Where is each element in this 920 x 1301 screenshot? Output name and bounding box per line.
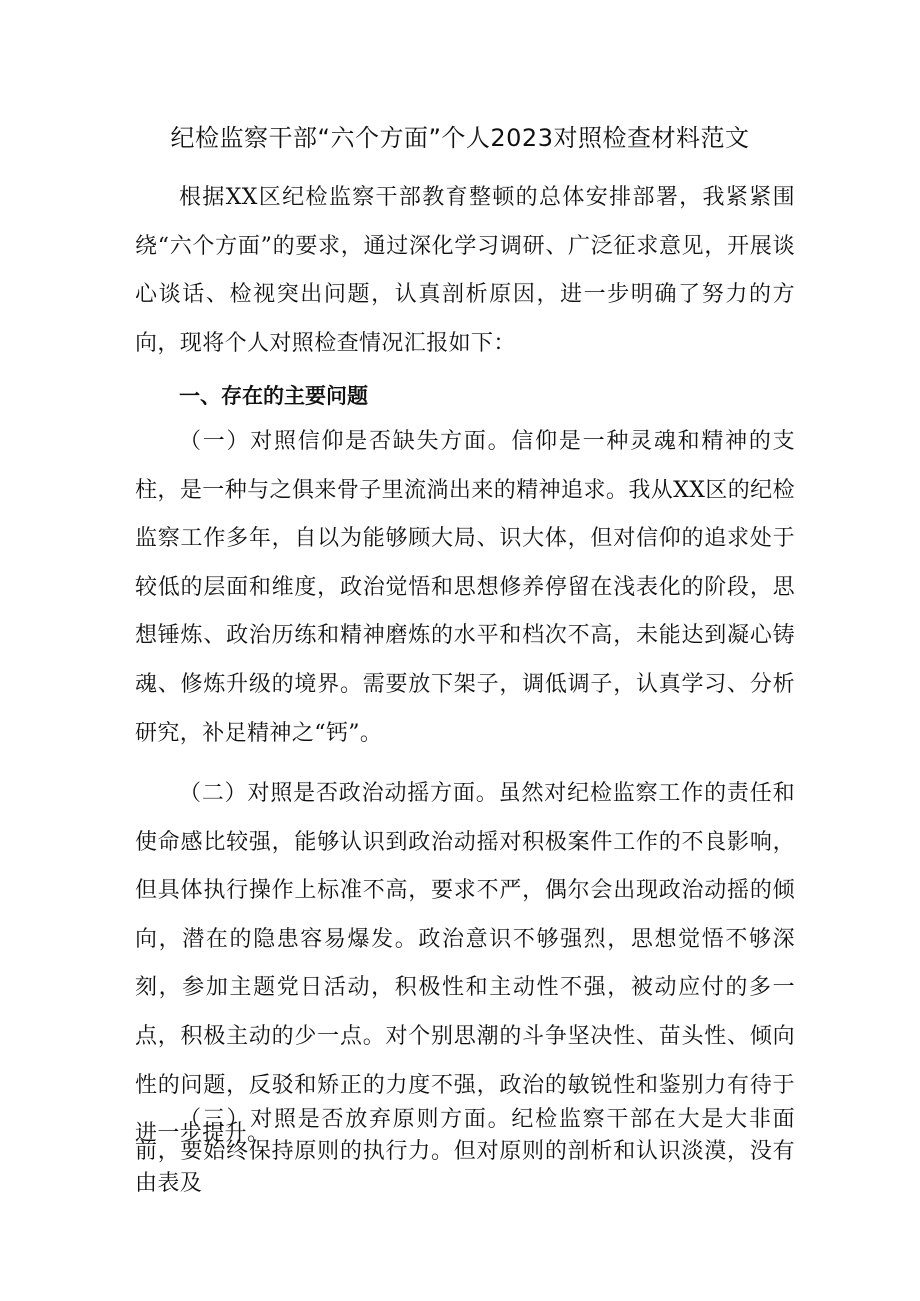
paragraph-belief: （一）对照信仰是否缺失方面。信仰是一种灵魂和精神的支柱，是一种与之俱来骨子里流淌出来的精神追求。我从XX区的纪检监察工作多年，自以为能够顾大局、识大体，但对信仰的追求处于较低的层面和维度，政治觉悟和思想修养停留在浅表化的阶段，思想锤炼、政治历练和精神磨炼的水平和档次不高，未能达到凝心铸魂、修炼升级的境界。需要放下架子，调低调子，认真学习、分析研究，补足精神之“钙”。: [135, 429, 795, 746]
intro-paragraph: 根据XX区纪检监察干部教育整顿的总体安排部署，我紧紧围绕“六个方面”的要求，通过深化学习调研、广泛征求意见，开展谈心谈话、检视突出问题，认真剖析原因，进一步明确了努力的方向，现将个人对照检查情况汇报如下：: [135, 185, 795, 356]
paragraph-political: （二）对照是否政治动摇方面。虽然对纪检监察工作的责任和使命感比较强，能够认识到政治动摇对积极案件工作的不良影响，但具体执行操作上标准不高，要求不严，偶尔会出现政治动摇的倾向，潜在的隐患容易爆发。政治意识不够强烈，思想觉悟不够深刻，参加主题党日活动，积极性和主动性不强，被动应付的多一点，积极主动的少一点。对个别思潮的斗争坚决性、苗头性、倾向性的问题，反驳和矫正的力度不强，政治的敏锐性和鉴别力有待于进一步提升。: [135, 781, 795, 1147]
document-title: 纪检监察干部“六个方面”个人2023对照检查材料范文: [170, 124, 750, 152]
paragraph-principle: （三）对照是否放弃原则方面。纪检监察干部在大是大非面前，要始终保持原则的执行力。但对原则的剖析和认识淡漠，没有由表及: [135, 1107, 795, 1196]
section-heading: 一、存在的主要问题: [179, 384, 368, 408]
